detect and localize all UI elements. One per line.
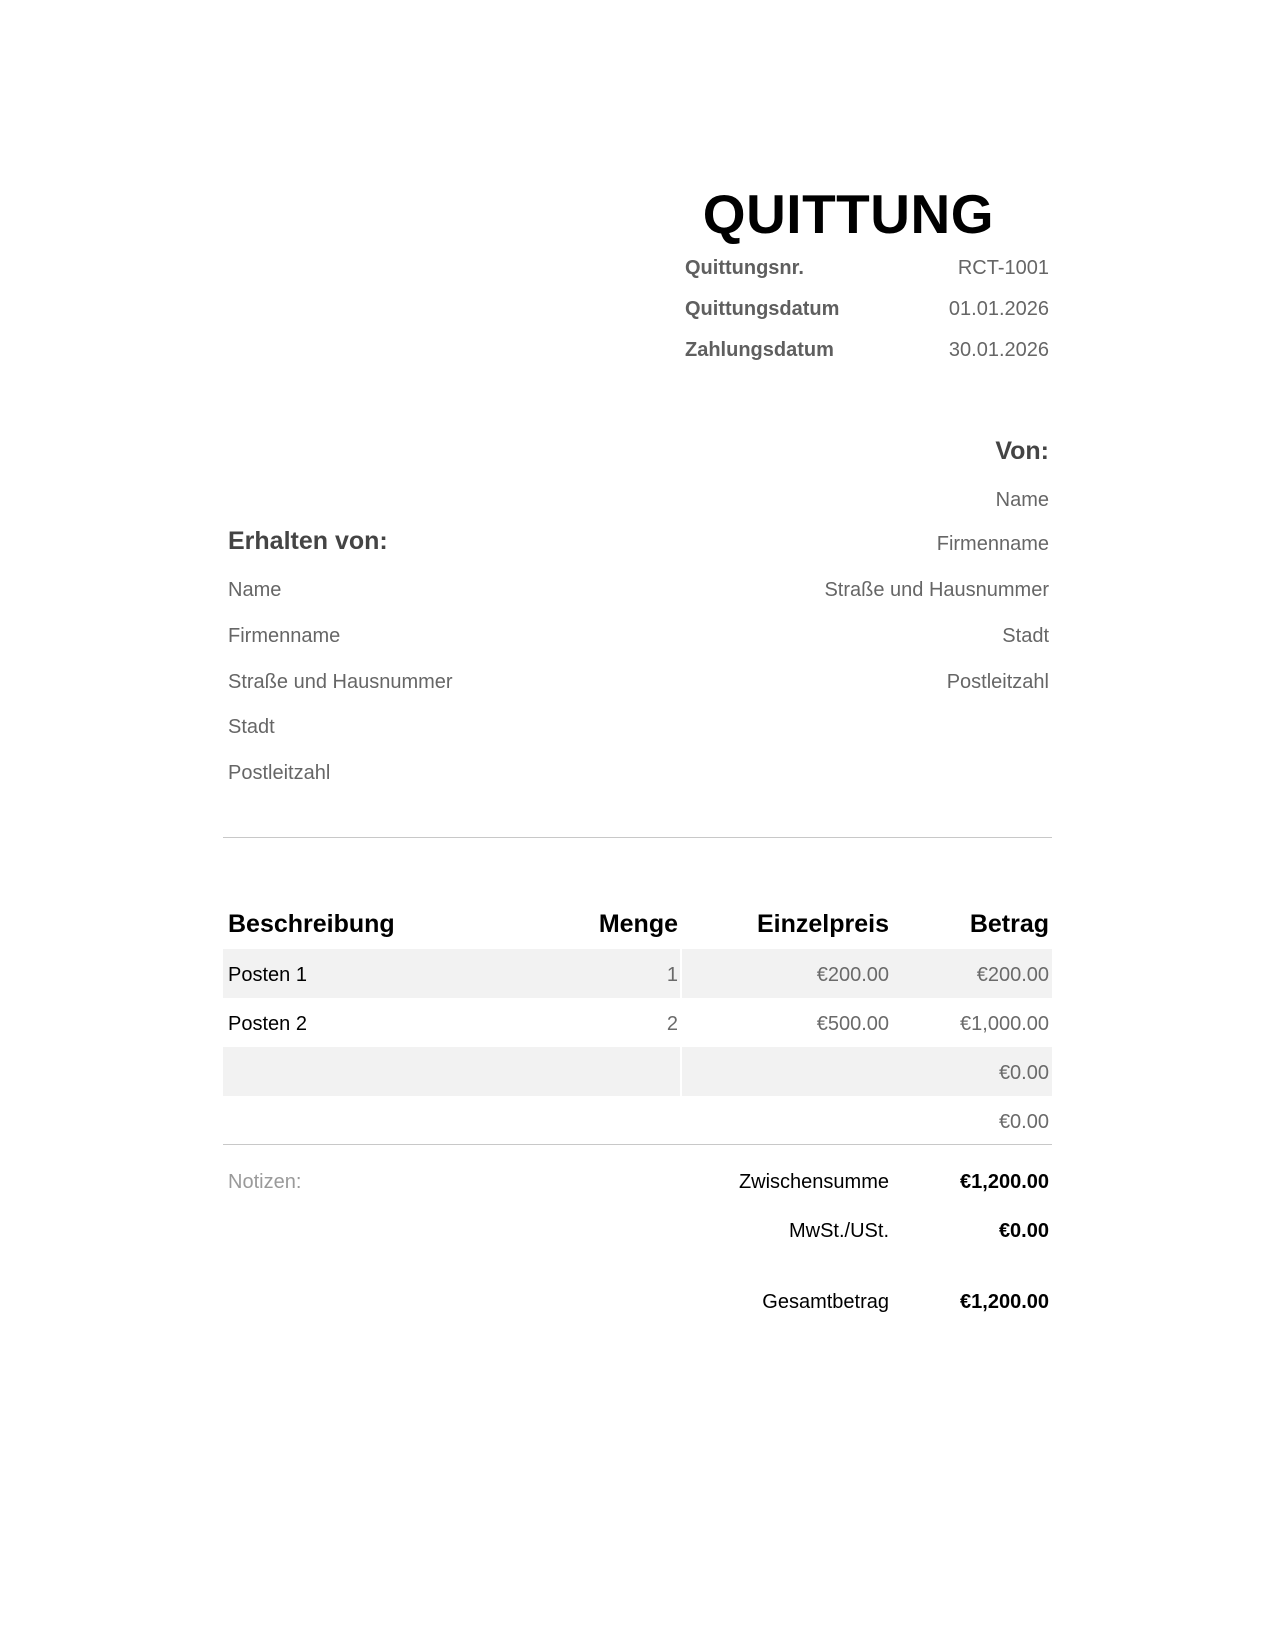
table-row-separator bbox=[680, 1047, 682, 1096]
subtotal-label: Zwischensumme bbox=[738, 1171, 889, 1193]
item-description: Posten 2 bbox=[228, 1013, 307, 1035]
payer-street: Straße und Hausnummer bbox=[228, 671, 453, 693]
item-quantity: 2 bbox=[666, 1013, 678, 1035]
receipt-number-value: RCT-1001 bbox=[957, 257, 1049, 279]
sender-name: Name bbox=[995, 489, 1049, 511]
payer-city: Stadt bbox=[228, 716, 275, 738]
payer-name: Name bbox=[228, 579, 282, 601]
table-row-separator bbox=[680, 949, 682, 998]
section-divider bbox=[223, 837, 1052, 838]
item-quantity: 1 bbox=[666, 964, 678, 986]
item-amount: €0.00 bbox=[998, 1111, 1049, 1133]
sender-postal-code: Postleitzahl bbox=[946, 671, 1049, 693]
sender-city: Stadt bbox=[1002, 625, 1049, 647]
item-amount: €200.00 bbox=[976, 964, 1049, 986]
tax-label: MwSt./USt. bbox=[788, 1220, 889, 1242]
tax-value: €0.00 bbox=[998, 1220, 1049, 1242]
receipt-date-label: Quittungsdatum bbox=[685, 298, 840, 320]
sender-company: Firmenname bbox=[936, 533, 1049, 555]
sender-heading: Von: bbox=[995, 437, 1049, 465]
table-row-background bbox=[223, 949, 1052, 998]
payer-heading: Erhalten von: bbox=[228, 527, 388, 555]
receipt-number-label: Quittungsnr. bbox=[685, 257, 804, 279]
total-label: Gesamtbetrag bbox=[762, 1291, 889, 1313]
table-bottom-divider bbox=[223, 1144, 1052, 1145]
document-title: QUITTUNG bbox=[702, 183, 994, 245]
total-value: €1,200.00 bbox=[960, 1291, 1049, 1313]
column-header-amount: Betrag bbox=[969, 910, 1049, 938]
payer-company: Firmenname bbox=[228, 625, 341, 647]
item-amount: €0.00 bbox=[998, 1062, 1049, 1084]
payment-date-label: Zahlungsdatum bbox=[685, 339, 834, 361]
column-header-quantity: Menge bbox=[598, 910, 678, 938]
payment-date-value: 30.01.2026 bbox=[948, 339, 1049, 361]
receipt-date-value: 01.01.2026 bbox=[948, 298, 1049, 320]
item-description: Posten 1 bbox=[228, 964, 307, 986]
notes-label: Notizen: bbox=[228, 1171, 302, 1193]
subtotal-value: €1,200.00 bbox=[960, 1171, 1049, 1193]
payer-postal-code: Postleitzahl bbox=[228, 762, 331, 784]
item-amount: €1,000.00 bbox=[960, 1013, 1049, 1035]
column-header-description: Beschreibung bbox=[228, 910, 395, 938]
sender-street: Straße und Hausnummer bbox=[824, 579, 1049, 601]
column-header-unit-price: Einzelpreis bbox=[757, 910, 889, 938]
item-unit-price: €200.00 bbox=[816, 964, 889, 986]
table-row-background bbox=[223, 1047, 1052, 1096]
item-unit-price: €500.00 bbox=[816, 1013, 889, 1035]
